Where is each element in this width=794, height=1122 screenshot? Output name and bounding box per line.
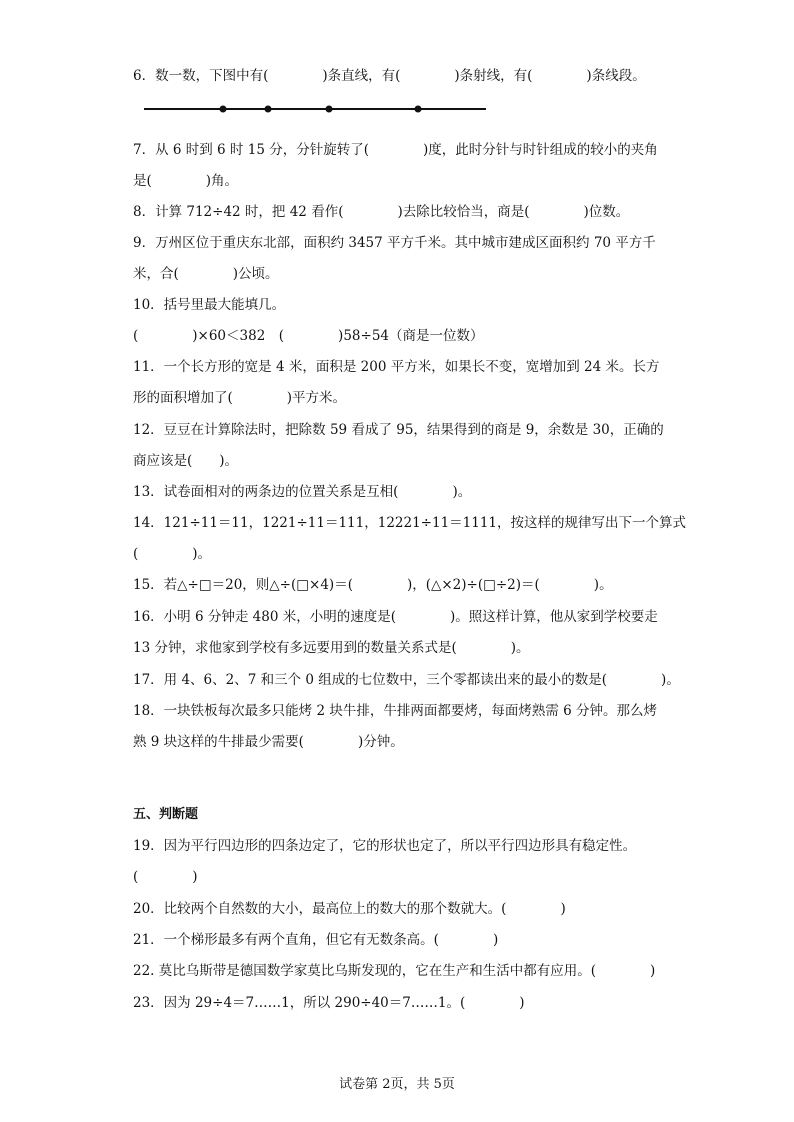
q21-line: 21．一个梯形最多有两个直角，但它有无数条高。( ) [133,932,499,948]
section-heading: 五、判断题 [133,807,199,822]
q8-line: 8．计算 712÷42 时，把 42 看作( )去除比较恰当，商是( )位数。 [133,204,630,220]
q16-line-2: 13 分钟，求他家到学校有多远要用到的数量关系式是( )。 [133,640,530,656]
q7-line-2: 是( )角。 [133,173,239,189]
q10-line-1: 10．括号里最大能填几。 [133,297,286,313]
figure-point-3 [326,106,333,113]
q12-line-2: 商应该是( )。 [133,453,239,469]
q9-line-2: 米，合( )公顷。 [133,266,279,282]
q22-line: 22. 莫比乌斯带是德国数学家莫比乌斯发现的，它在生产和生活中都有应用。( ) [133,963,656,979]
figure-point-4 [415,106,422,113]
page-footer: 试卷第 2页，共 5页 [339,1077,455,1092]
q12-line-1: 12．豆豆在计算除法时，把除数 59 看成了 95，结果得到的商是 9，余数是 30，正确的 [133,422,664,438]
figure-point-1 [220,106,227,113]
q15-line: 15．若△÷□＝20，则△÷(□×4)＝( )，(△×2)÷(□÷2)＝( )。 [133,577,613,593]
q14-line-2: ( )。 [133,546,212,562]
q10-line-2: ( )×60＜382 ( )58÷54（商是一位数） [133,328,484,344]
q17-line: 17．用 4、6、2、7 和三个 0 组成的七位数中，三个零都读出来的最小的数是( )。 [133,672,680,688]
figure-point-2 [265,106,272,113]
q16-line-1: 16．小明 6 分钟走 480 米，小明的速度是( )。照这样计算，他从家到学校要走 [133,609,658,625]
q6-line: 6．数一数，下图中有( )条直线，有( )条射线，有( )条线段。 [133,68,646,84]
q18-line-2: 熟 9 块这样的牛排最少需要( )分钟。 [133,734,404,750]
q11-line-1: 11．一个长方形的宽是 4 米，面积是 200 平方米，如果长不变，宽增加到 24 米。长方 [133,359,660,375]
q14-line-1: 14．121÷11＝11，1221÷11＝111，12221÷11＝1111，按这样的规律写出下一个算式 [133,515,687,531]
q13-line: 13．试卷面相对的两条边的位置关系是互相( )。 [133,484,472,500]
line-figure [140,98,492,120]
q19-line-1: 19．因为平行四边形的四条边定了，它的形状也定了，所以平行四边形具有稳定性。 [133,838,637,854]
q9-line-1: 9．万州区位于重庆东北部，面积约 3457 平方千米。其中城市建成区面积约 70 平方千 [133,235,656,251]
q23-line: 23．因为 29÷4＝7……1，所以 290÷40＝7……1。( ) [133,995,525,1011]
q20-line: 20．比较两个自然数的大小，最高位上的数大的那个数就大。( ) [133,901,566,917]
q19-line-2: ( ) [133,869,198,885]
q11-line-2: 形的面积增加了( )平方米。 [133,390,347,406]
q18-line-1: 18．一块铁板每次最多只能烤 2 块牛排，牛排两面都要烤，每面烤熟需 6 分钟。那么烤 [133,703,658,719]
q7-line-1: 7．从 6 时到 6 时 15 分，分针旋转了( )度，此时分针与时针组成的较小的夹角 [133,142,658,158]
